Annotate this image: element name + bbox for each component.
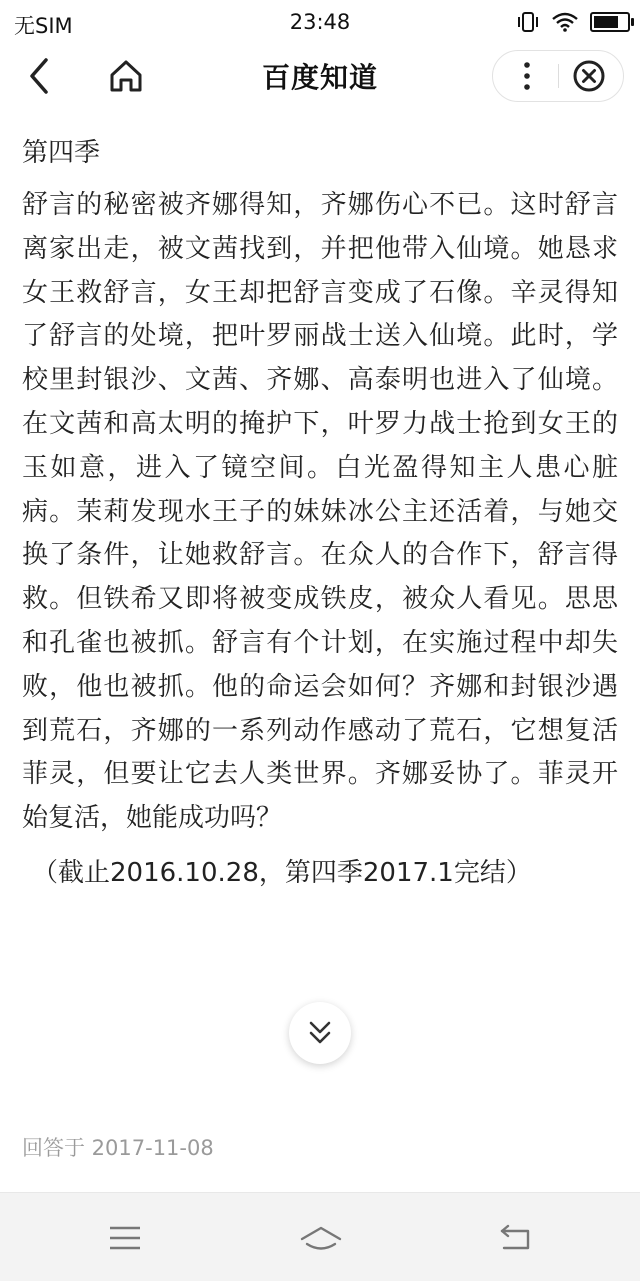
back-icon [498,1223,534,1253]
system-menu-button[interactable] [106,1223,144,1253]
carrier-label: 无SIM [14,14,73,38]
close-button[interactable] [571,58,607,94]
capsule-divider [558,64,559,88]
home-icon [298,1225,344,1255]
more-button[interactable] [507,51,547,101]
status-bar [0,0,640,44]
mini-program-capsule [492,50,624,102]
battery-icon [590,12,630,32]
answer-content [22,130,618,895]
status-time: 23:48 [289,10,351,34]
answered-date: 回答于 2017-11-08 [22,1136,214,1160]
expand-button[interactable] [289,1002,351,1064]
close-icon [571,58,607,94]
answer-note: （截止2016.10.28，第四季2017.1完结） [32,857,532,888]
wifi-icon [552,12,578,32]
season-heading: 第四季 [22,138,101,168]
vibrate-icon [516,11,540,33]
top-nav-bar [0,44,640,110]
system-back-button[interactable] [498,1223,534,1253]
status-icons [516,10,630,34]
system-nav-bar [0,1192,640,1281]
answer-body: 舒言的秘密被齐娜得知，齐娜伤心不已。这时舒言离家出走，被文茜找到，并把他带入仙境。她恳求女王救舒言，女王却把舒言变成了石像。辛灵得知了舒言的处境，把叶罗丽战士送入仙境。此时，学校里封银沙、文茜、齐娜、高泰明也进入了仙境。在文茜和高太明的掩护下，叶罗力战士抢到女王的玉如意，进入了镜空间。白光盈得知主人患心脏病。茉莉发现水王子的妹妹冰公主还活着，与她交换了条件，让她救舒言。在众人的合作下，舒言得救。但铁希又即将被变成铁皮，被众人看见。思思和孔雀也被抓。舒言有个计划，在实施过程中却失败，他也被抓。他的命运会如何？齐娜和封银沙遇到荒石，齐娜的一系列动作感动了荒石，它想复活菲灵，但要让它去人类世界。齐娜妥协了。菲灵开始复活，她能成功吗？ [22,190,618,834]
system-home-button[interactable] [298,1225,344,1255]
double-chevron-down-icon [306,1018,334,1048]
page-title: 百度知道 [261,61,378,94]
menu-icon [106,1223,144,1253]
more-icon [507,51,547,101]
